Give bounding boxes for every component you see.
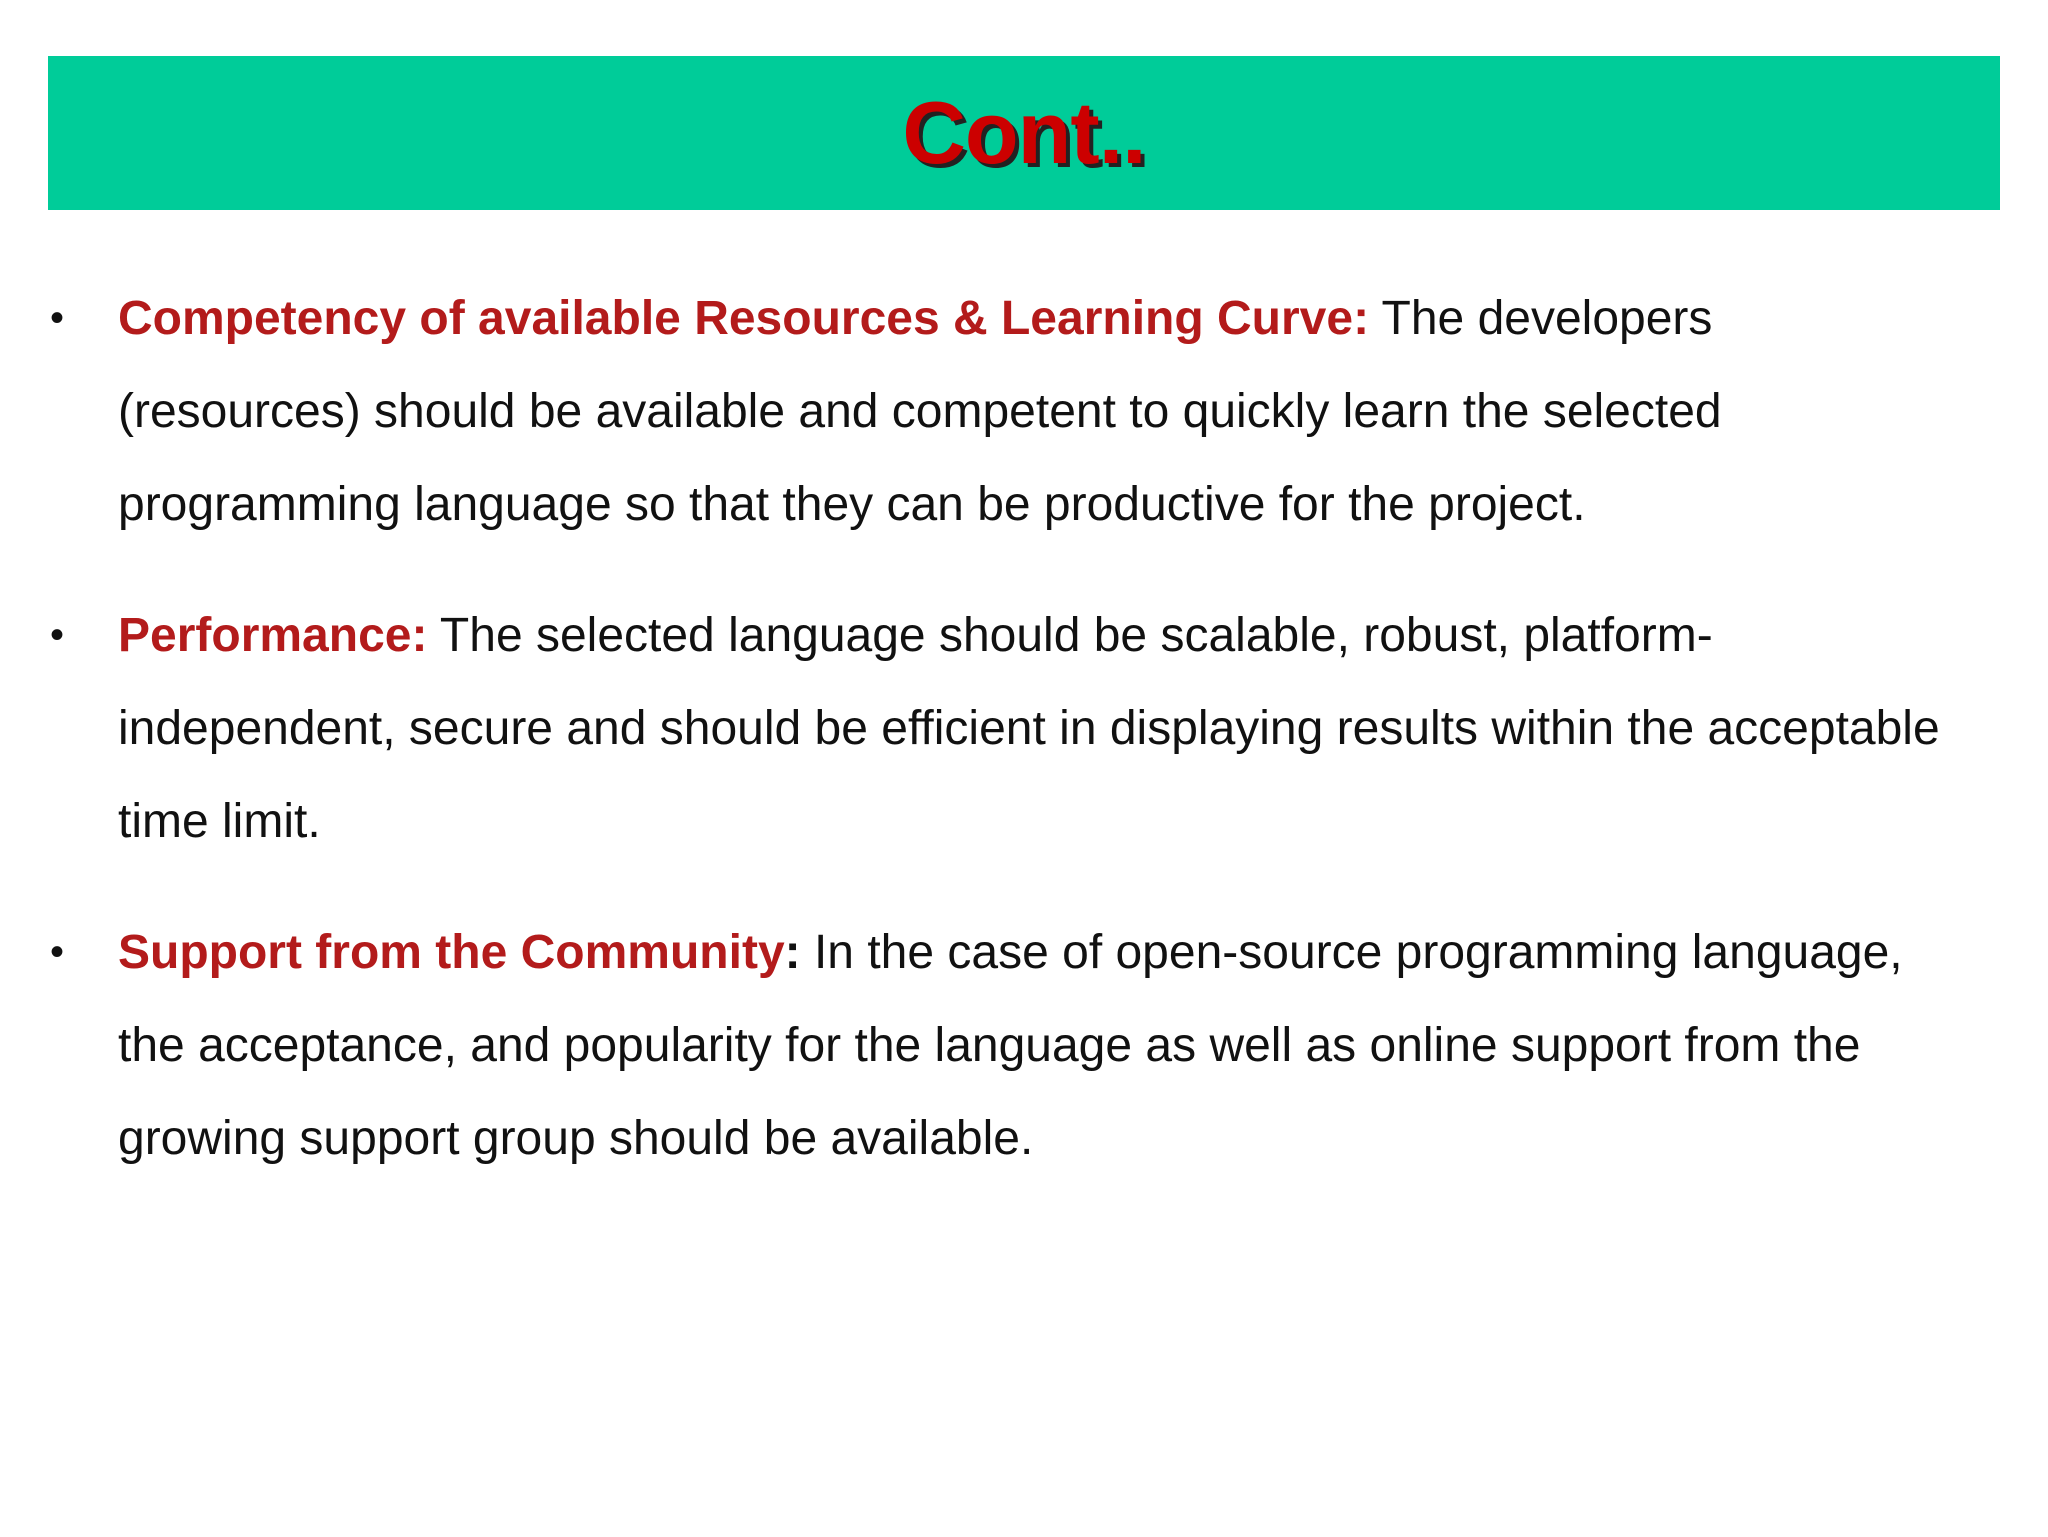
bullet-item-competency bbox=[44, 272, 1944, 551]
bullet-separator: : bbox=[784, 926, 801, 979]
bullet-body: The selected language should be scalable, robust, platform-independent, secure and should be efficient in displaying results within the acceptable time limit. bbox=[118, 609, 1940, 848]
bullet-marker: • bbox=[50, 930, 65, 974]
bullet-heading: Performance: bbox=[118, 609, 428, 662]
slide-title: Cont.. bbox=[902, 83, 1146, 182]
bullet-heading: Support from the Community bbox=[118, 926, 785, 979]
bullet-marker: • bbox=[50, 296, 65, 340]
title-bar bbox=[48, 56, 2000, 210]
bullet-list bbox=[44, 272, 1944, 1223]
bullet-item-community bbox=[44, 906, 1944, 1185]
bullet-body: In the case of open-source programming language, the acceptance, and popularity for the language as well as online support from the growing support group should be available. bbox=[118, 926, 1903, 1165]
bullet-marker: • bbox=[50, 613, 65, 657]
bullet-item-performance bbox=[44, 589, 1944, 868]
bullet-heading: Competency of available Resources & Learning Curve: bbox=[118, 292, 1370, 345]
bullet-body: The developers (resources) should be available and competent to quickly learn the selected programming language so that they can be productive for the project. bbox=[118, 292, 1722, 531]
